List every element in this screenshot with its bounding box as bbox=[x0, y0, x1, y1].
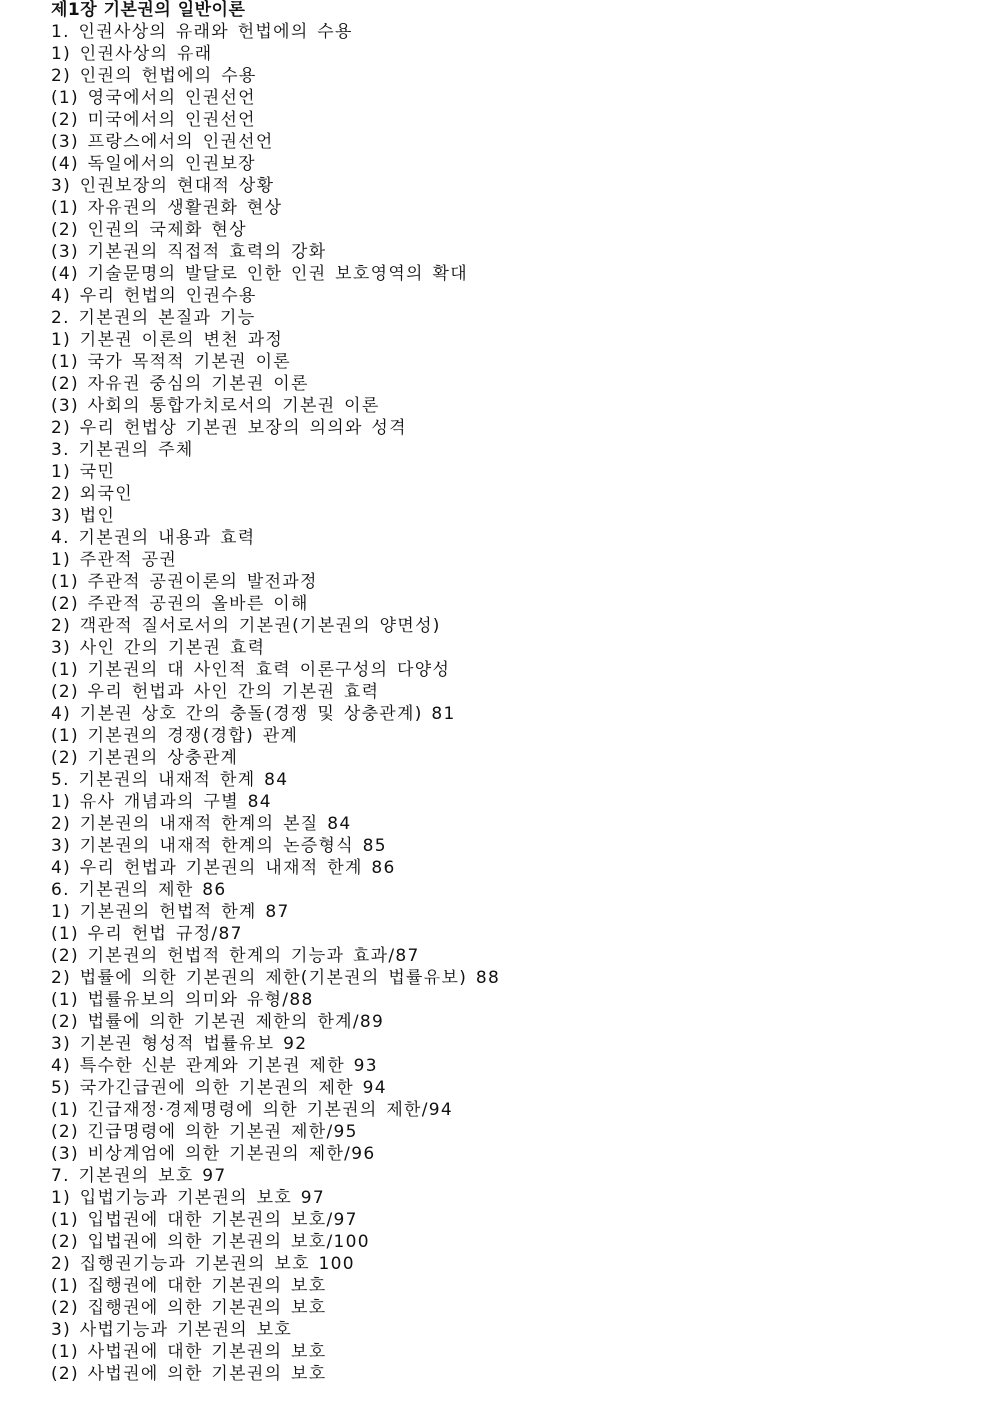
toc-line: 1) 기본권의 헌법적 한계 87 bbox=[51, 902, 290, 922]
toc-line: 1) 주관적 공권 bbox=[51, 550, 178, 570]
toc-line: 1. 인권사상의 유래와 헌법에의 수용 bbox=[51, 22, 353, 42]
toc-line: (2) 자유권 중심의 기본권 이론 bbox=[51, 374, 309, 394]
toc-line: (1) 우리 헌법 규정/87 bbox=[51, 924, 243, 944]
toc-line: (1) 입법권에 대한 기본권의 보호/97 bbox=[51, 1210, 358, 1230]
toc-line: 1) 입법기능과 기본권의 보호 97 bbox=[51, 1188, 326, 1208]
toc-line: 5) 국가긴급권에 의한 기본권의 제한 94 bbox=[51, 1078, 387, 1098]
toc-line: 2) 객관적 질서로서의 기본권(기본권의 양면성) bbox=[51, 616, 441, 636]
toc-line: (2) 입법권에 의한 기본권의 보호/100 bbox=[51, 1232, 370, 1252]
toc-line: (1) 기본권의 대 사인적 효력 이론구성의 다양성 bbox=[51, 660, 451, 680]
toc-line: 3) 사인 간의 기본권 효력 bbox=[51, 638, 266, 658]
toc-line: (1) 국가 목적적 기본권 이론 bbox=[51, 352, 292, 372]
toc-line: (2) 긴급명령에 의한 기본권 제한/95 bbox=[51, 1122, 358, 1142]
toc-line: 3) 법인 bbox=[51, 506, 116, 526]
toc-line: 2) 기본권의 내재적 한계의 본질 84 bbox=[51, 814, 352, 834]
toc-line: (1) 주관적 공권이론의 발전과정 bbox=[51, 572, 318, 592]
toc-line: 4) 기본권 상호 간의 충돌(경쟁 및 상충관계) 81 bbox=[51, 704, 456, 724]
document-page bbox=[51, 0, 971, 1385]
toc-line: 4) 우리 헌법의 인권수용 bbox=[51, 286, 257, 306]
toc-line: 1) 유사 개념과의 구별 84 bbox=[51, 792, 272, 812]
toc-line: 5. 기본권의 내재적 한계 84 bbox=[51, 770, 289, 790]
toc-line: (2) 법률에 의한 기본권 제한의 한계/89 bbox=[51, 1012, 385, 1032]
toc-line: 7. 기본권의 보호 97 bbox=[51, 1166, 227, 1186]
toc-line: 1) 국민 bbox=[51, 462, 116, 482]
toc-line: (1) 자유권의 생활권화 현상 bbox=[51, 198, 283, 218]
toc-line: (2) 우리 헌법과 사인 간의 기본권 효력 bbox=[51, 682, 380, 702]
toc-line: (1) 긴급재정·경제명령에 의한 기본권의 제한/94 bbox=[51, 1100, 454, 1120]
toc-line: 2. 기본권의 본질과 기능 bbox=[51, 308, 256, 328]
toc-line: (2) 기본권의 상충관계 bbox=[51, 748, 239, 768]
toc-list bbox=[51, 21, 971, 1385]
toc-line: (1) 집행권에 대한 기본권의 보호 bbox=[51, 1276, 327, 1296]
toc-line: 1) 인권사상의 유래 bbox=[51, 44, 213, 64]
toc-line: (2) 미국에서의 인권선언 bbox=[51, 110, 256, 130]
toc-line: 4) 우리 헌법과 기본권의 내재적 한계 86 bbox=[51, 858, 396, 878]
toc-line: 4. 기본권의 내용과 효력 bbox=[51, 528, 256, 548]
toc-line: (2) 주관적 공권의 올바른 이해 bbox=[51, 594, 309, 614]
toc-line: (3) 프랑스에서의 인권선언 bbox=[51, 132, 274, 152]
toc-line: 3. 기본권의 주체 bbox=[51, 440, 194, 460]
toc-line: (2) 집행권에 의한 기본권의 보호 bbox=[51, 1298, 327, 1318]
toc-line: 2) 외국인 bbox=[51, 484, 133, 504]
toc-line: 2) 인권의 헌법에의 수용 bbox=[51, 66, 257, 86]
toc-line: (3) 사회의 통합가치로서의 기본권 이론 bbox=[51, 396, 380, 416]
toc-line: (1) 법률유보의 의미와 유형/88 bbox=[51, 990, 314, 1010]
toc-line: (4) 기술문명의 발달로 인한 인권 보호영역의 확대 bbox=[51, 264, 468, 284]
toc-line: (1) 기본권의 경쟁(경합) 관계 bbox=[51, 726, 299, 746]
toc-line: 3) 사법기능과 기본권의 보호 bbox=[51, 1320, 293, 1340]
toc-line: (1) 사법권에 대한 기본권의 보호 bbox=[51, 1342, 327, 1362]
toc-line: (4) 독일에서의 인권보장 bbox=[51, 154, 256, 174]
toc-line: 1) 기본권 이론의 변천 과정 bbox=[51, 330, 284, 350]
toc-line: 6. 기본권의 제한 86 bbox=[51, 880, 227, 900]
toc-line: 2) 집행권기능과 기본권의 보호 100 bbox=[51, 1254, 355, 1274]
toc-line: (2) 인권의 국제화 현상 bbox=[51, 220, 247, 240]
toc-line: (2) 기본권의 헌법적 한계의 기능과 효과/87 bbox=[51, 946, 420, 966]
toc-line: (3) 기본권의 직접적 효력의 강화 bbox=[51, 242, 327, 262]
toc-line: 2) 법률에 의한 기본권의 제한(기본권의 법률유보) 88 bbox=[51, 968, 501, 988]
toc-line: 3) 기본권의 내재적 한계의 논증형식 85 bbox=[51, 836, 387, 856]
toc-line: 3) 기본권 형성적 법률유보 92 bbox=[51, 1034, 308, 1054]
toc-line: 2) 우리 헌법상 기본권 보장의 의의와 성격 bbox=[51, 418, 407, 438]
toc-line: (3) 비상계엄에 의한 기본권의 제한/96 bbox=[51, 1144, 376, 1164]
chapter-title: 제1장 기본권의 일반이론 bbox=[51, 0, 246, 20]
toc-line: (2) 사법권에 의한 기본권의 보호 bbox=[51, 1364, 327, 1384]
toc-line: 3) 인권보장의 현대적 상황 bbox=[51, 176, 275, 196]
toc-line: 4) 특수한 신분 관계와 기본권 제한 93 bbox=[51, 1056, 378, 1076]
toc-line: (1) 영국에서의 인권선언 bbox=[51, 88, 256, 108]
